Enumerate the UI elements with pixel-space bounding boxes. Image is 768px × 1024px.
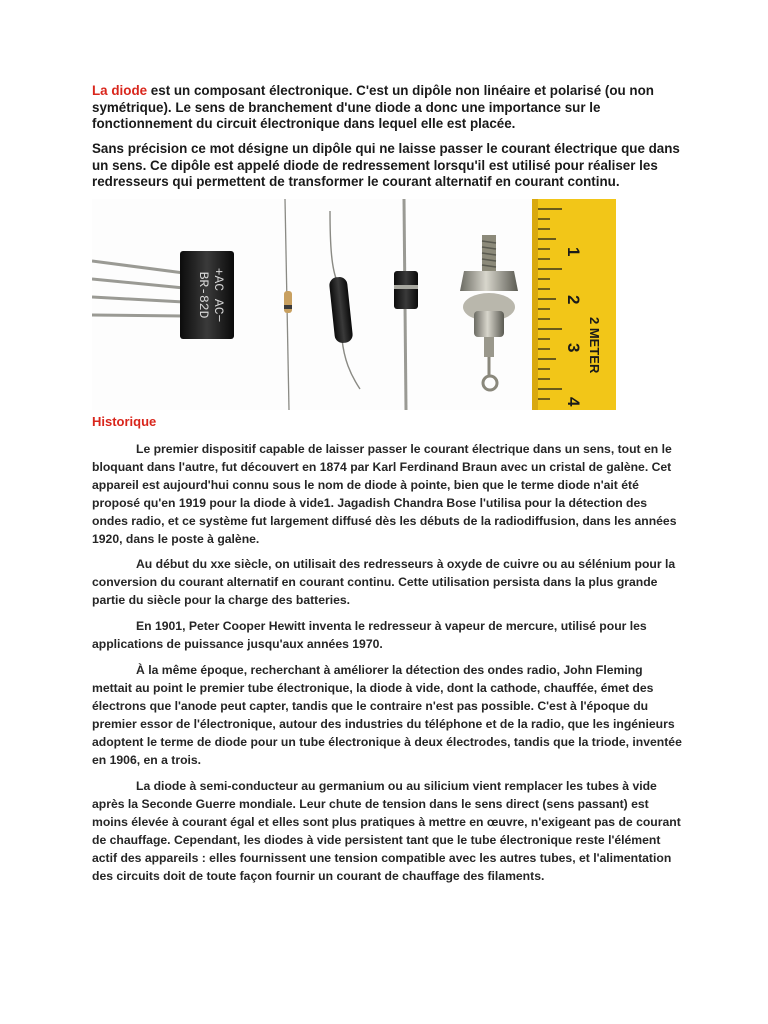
ruler-number-1: 1 <box>564 247 583 257</box>
ruler-number-4: 4 <box>564 397 583 407</box>
intro-paragraph-2: Sans précision ce mot désigne un dipôle qui ne laisse passer le courant électrique que dans un sens. Ce dipôle est appelé diode de redressement lorsqu'il est utilisé pour réaliser les redresseurs qui permettent de transformer le courant alternatif en courant continu. <box>92 141 680 190</box>
diodes-photo <box>92 199 616 410</box>
intro-lead-word: La <box>92 83 112 98</box>
intro-term-diode: diode <box>111 83 148 98</box>
history-paragraph-3: En 1901, Peter Cooper Hewitt inventa le redresseur à vapeur de mercure, utilisé pour les applications de puissance jusqu'aux années 1970. <box>92 619 647 652</box>
history-paragraph-4: À la même époque, recherchant à améliorer la détection des ondes radio, John Fleming mettait au point le premier tube électronique, la diode à vide, dont la cathode, chauffée, émet des électrons que l'anode peut capter, tandis que le contraire n'est pas possible. C'est à l'époque du premier essor de l'électronique, autour des industries du téléphone et de la radio, que les ingénieurs adoptent le terme de diode pour un tube électronique à deux électrodes, tandis que la triode, inventée en 1906, en a trois. <box>92 663 682 768</box>
intro-paragraph-1-text: est un composant électronique. C'est un dipôle non linéaire et polarisé (ou non symétrique). Le sens de branchement d'une diode a donc une importance sur le fonctionnement du circuit électronique dans lequel elle est placée. <box>92 83 654 132</box>
section-heading-historique: Historique <box>92 414 157 429</box>
ruler-number-3: 3 <box>564 343 583 353</box>
bridge-rectifier <box>180 251 234 339</box>
intro-paragraph-1 <box>92 83 682 133</box>
measuring-tape <box>532 199 616 410</box>
ruler-label: 2 METER <box>587 317 602 374</box>
ruler-number-2: 2 <box>564 295 583 305</box>
history-paragraph-2: Au début du xxe siècle, on utilisait des redresseurs à oxyde de cuivre ou au sélénium pour la conversion du courant alternatif en courant continu. Cette utilisation persista dans la plus grande partie du siècle pour la charge des batteries. <box>92 557 676 608</box>
history-paragraph-1: Le premier dispositif capable de laisser passer le courant électrique dans un sens, tout en le bloquant dans l'autre, fut découvert en 1874 par Karl Ferdinand Braun avec un cristal de galène. Cet appareil est aujourd'hui connu sous le nom de diode à pointe, bien que le terme diode n'ait été proposé qu'en 1919 pour la diode à vide1. Jagadish Chandra Bose l'utilisa pour la détection des ondes radio, et ce système fut largement diffusé dès les débuts de la radiodiffusion, dans les années 1920, dans le poste à galène. <box>92 442 677 547</box>
history-paragraph-5: La diode à semi-conducteur au germanium ou au silicium vient remplacer les tubes à vide après la Seconde Guerre mondiale. Leur chute de tension dans le sens direct (sens passant) est moins élevée à courant égal et elles sont plus pratiques à mettre en œuvre, n'exigeant pas de courant de chauffage. Cependant, les diodes à vide persistent tant que le tube électronique reste l'élément actif des appareils : elles fournissent une tension compatible avec les autres tubes, et l'alimentation des circuits doit de toute façon fournir un courant de chauffage des filaments. <box>92 779 681 884</box>
bridge-rectifier-marking-2: +AC AC− <box>211 267 226 323</box>
bridge-rectifier-marking-1: BR-82D <box>196 271 211 319</box>
